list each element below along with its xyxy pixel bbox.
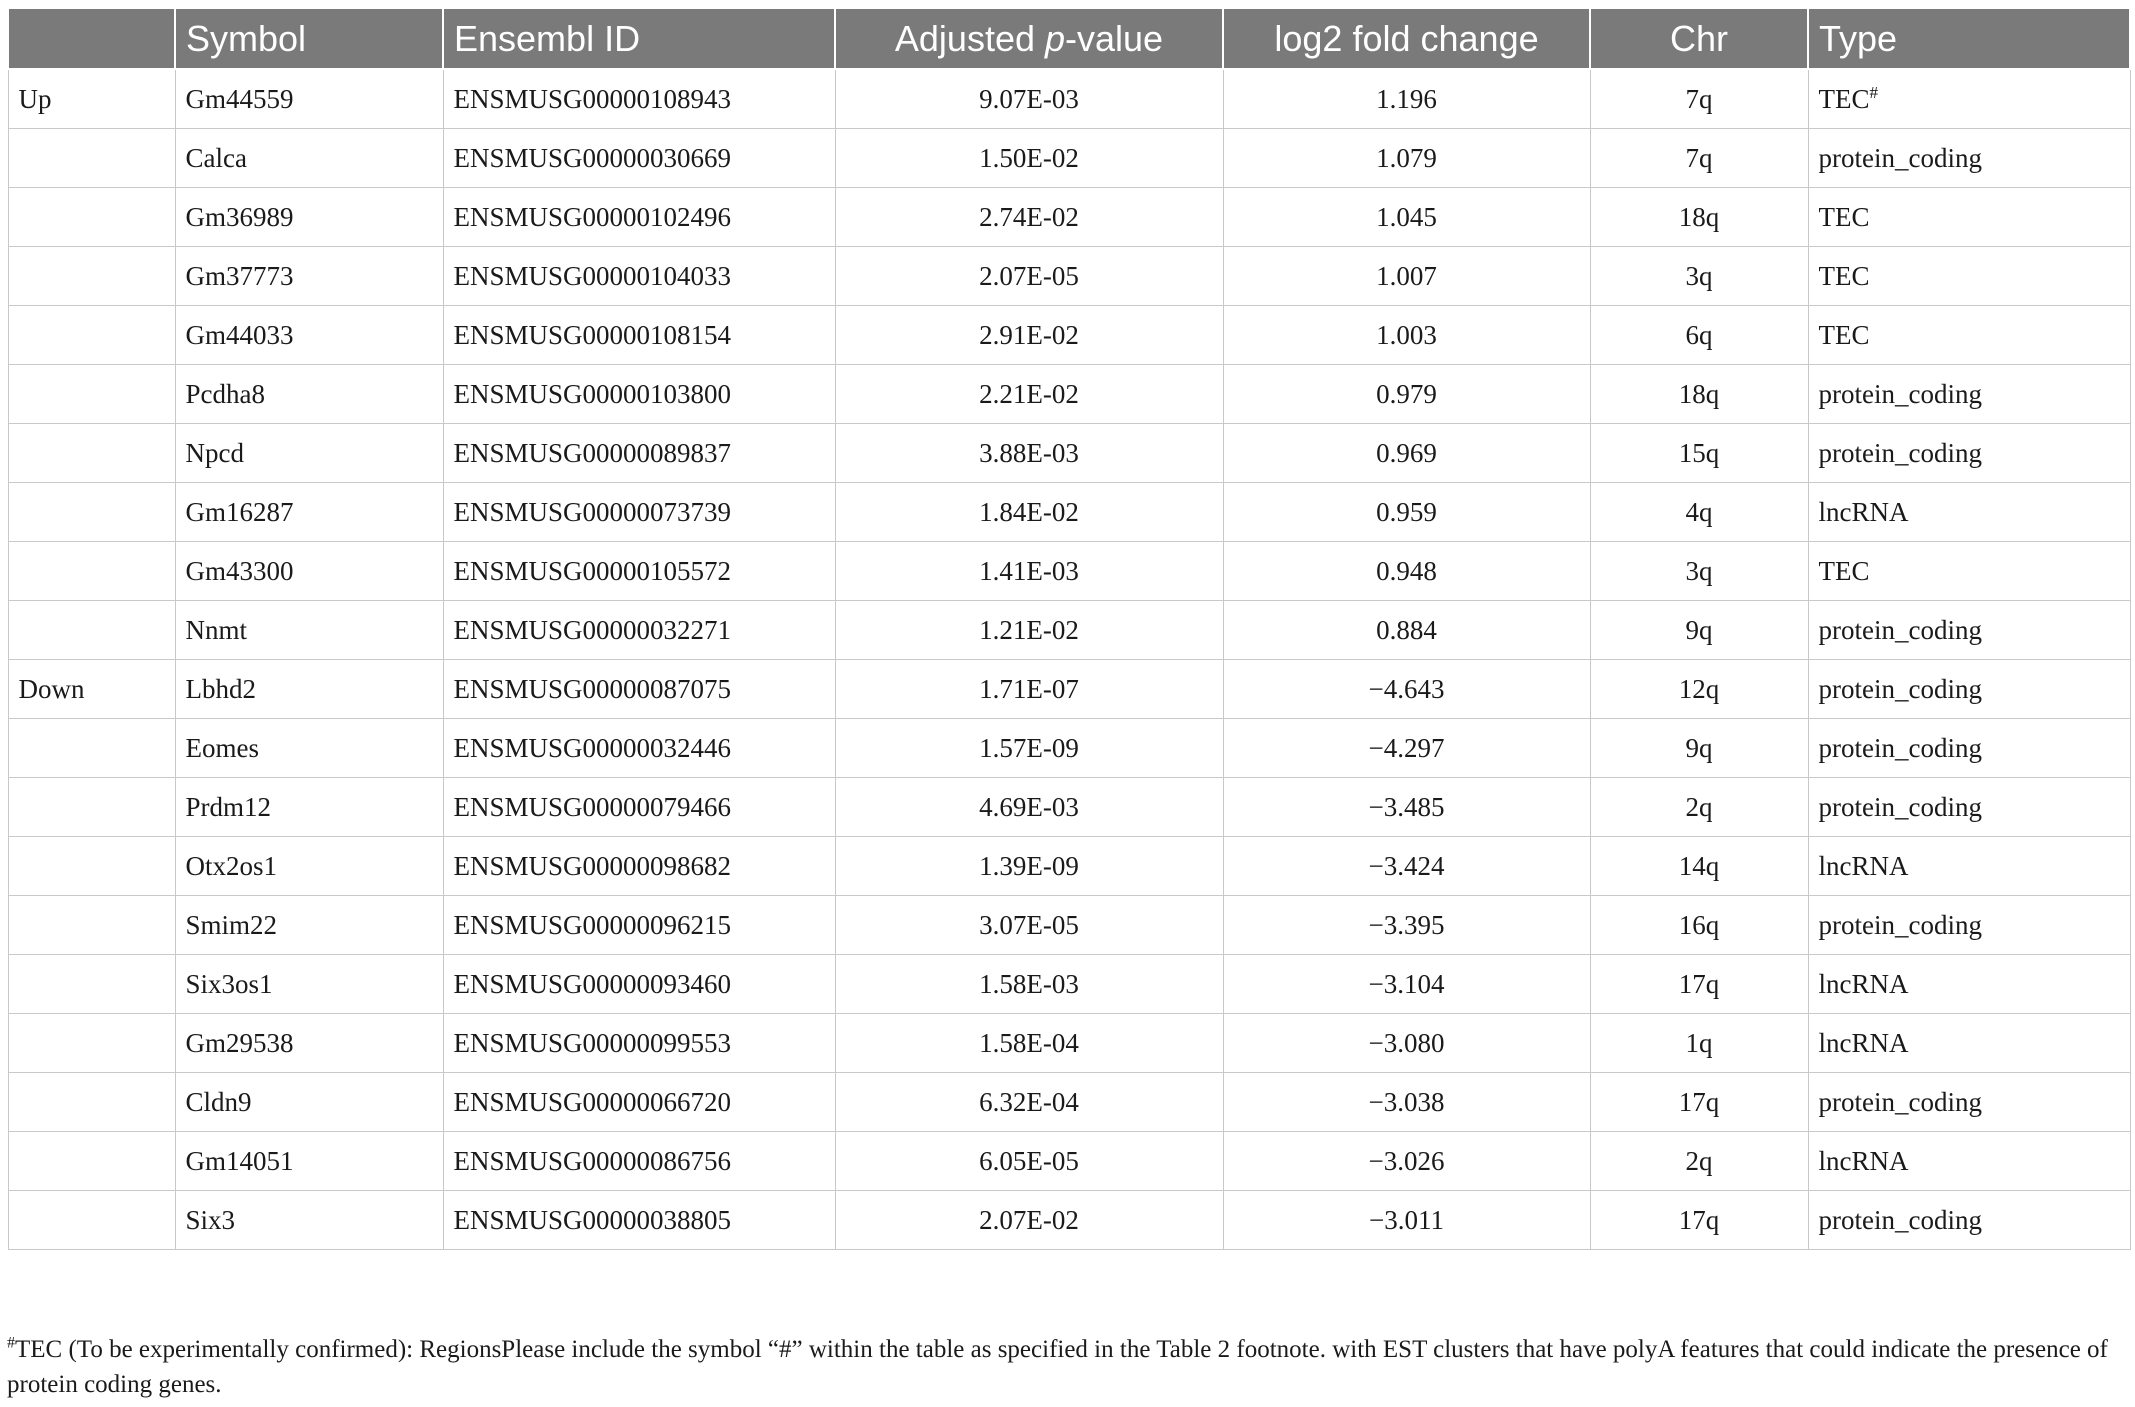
cell-group [8,601,175,660]
cell-symbol: Prdm12 [175,778,443,837]
cell-type [1808,542,2130,601]
cell-group [8,247,175,306]
cell-log2-fold-change: 0.884 [1223,601,1590,660]
cell-type [1808,601,2130,660]
cell-adjusted-pvalue: 6.32E-04 [835,1073,1223,1132]
cell-type [1808,955,2130,1014]
cell-symbol: Cldn9 [175,1073,443,1132]
cell-ensembl-id: ENSMUSG00000105572 [443,542,835,601]
footnote-text: TEC (To be experimentally confirmed): RegionsPlease include the symbol “#” within the table as specified in the Table 2 footnote. with EST clusters that have polyA features that could indicate the presence of protein coding genes. [7,1336,2108,1398]
cell-ensembl-id: ENSMUSG00000086756 [443,1132,835,1191]
cell-type-text: protein_coding [1818,142,1982,173]
cell-adjusted-pvalue: 2.07E-05 [835,247,1223,306]
table-row [8,1014,2130,1073]
cell-log2-fold-change: 1.045 [1223,188,1590,247]
cell-ensembl-id: ENSMUSG00000073739 [443,483,835,542]
table-row [8,1073,2130,1132]
cell-adjusted-pvalue: 3.88E-03 [835,424,1223,483]
cell-type-text: protein_coding [1818,1204,1982,1235]
cell-chr: 12q [1590,660,1808,719]
cell-type-text: protein_coding [1818,791,1982,822]
cell-symbol: Gm43300 [175,542,443,601]
table-row [8,542,2130,601]
cell-type-text: protein_coding [1818,1086,1982,1117]
cell-ensembl-id: ENSMUSG00000099553 [443,1014,835,1073]
table-body [8,69,2130,1250]
cell-type [1808,69,2130,129]
cell-chr: 7q [1590,69,1808,129]
cell-log2-fold-change: 1.079 [1223,129,1590,188]
cell-chr: 14q [1590,837,1808,896]
cell-symbol: Gm16287 [175,483,443,542]
cell-symbol: Six3 [175,1191,443,1250]
cell-ensembl-id: ENSMUSG00000032446 [443,719,835,778]
cell-group [8,719,175,778]
table-row [8,424,2130,483]
cell-group [8,188,175,247]
cell-ensembl-id: ENSMUSG00000108154 [443,306,835,365]
cell-adjusted-pvalue: 1.57E-09 [835,719,1223,778]
cell-symbol: Pcdha8 [175,365,443,424]
cell-symbol: Smim22 [175,896,443,955]
table-footnote [7,1332,2125,1402]
cell-chr: 3q [1590,247,1808,306]
header-adjusted-pvalue-suffix: -value [1065,17,1164,59]
cell-type [1808,1132,2130,1191]
footnote-mark: # [7,1334,15,1352]
table-row [8,129,2130,188]
cell-chr: 6q [1590,306,1808,365]
cell-group [8,129,175,188]
cell-log2-fold-change: 1.003 [1223,306,1590,365]
cell-adjusted-pvalue: 3.07E-05 [835,896,1223,955]
cell-type [1808,483,2130,542]
cell-group [8,1132,175,1191]
cell-chr: 4q [1590,483,1808,542]
cell-ensembl-id: ENSMUSG00000038805 [443,1191,835,1250]
cell-log2-fold-change: −3.424 [1223,837,1590,896]
cell-type [1808,129,2130,188]
header-chr: Chr [1590,8,1808,69]
cell-adjusted-pvalue: 6.05E-05 [835,1132,1223,1191]
differential-expression-table [7,7,2131,1250]
cell-log2-fold-change: −3.395 [1223,896,1590,955]
cell-type [1808,1191,2130,1250]
cell-ensembl-id: ENSMUSG00000096215 [443,896,835,955]
cell-type-text: TEC [1818,319,1870,350]
cell-chr: 2q [1590,1132,1808,1191]
cell-type [1808,1073,2130,1132]
table-row [8,365,2130,424]
header-symbol: Symbol [175,8,443,69]
cell-group [8,778,175,837]
cell-chr: 17q [1590,1191,1808,1250]
cell-chr: 3q [1590,542,1808,601]
cell-ensembl-id: ENSMUSG00000103800 [443,365,835,424]
cell-type-text: TEC [1818,83,1870,114]
header-adjusted-pvalue-prefix: Adjusted [894,17,1045,59]
cell-type-text: protein_coding [1818,378,1982,409]
cell-type-text: protein_coding [1818,732,1982,763]
header-adjusted-pvalue [835,8,1223,69]
cell-ensembl-id: ENSMUSG00000079466 [443,778,835,837]
cell-group [8,896,175,955]
cell-symbol: Gm36989 [175,188,443,247]
cell-group [8,1014,175,1073]
table-row [8,601,2130,660]
cell-symbol: Gm44033 [175,306,443,365]
table-row [8,837,2130,896]
cell-type [1808,660,2130,719]
cell-adjusted-pvalue: 2.91E-02 [835,306,1223,365]
cell-ensembl-id: ENSMUSG00000066720 [443,1073,835,1132]
cell-chr: 18q [1590,365,1808,424]
table-row [8,69,2130,129]
cell-type-text: lncRNA [1818,1145,1909,1176]
cell-group [8,306,175,365]
cell-type-text: protein_coding [1818,909,1982,940]
table-row [8,660,2130,719]
table-row [8,306,2130,365]
cell-type [1808,306,2130,365]
cell-type [1808,778,2130,837]
cell-log2-fold-change: −3.080 [1223,1014,1590,1073]
cell-ensembl-id: ENSMUSG00000108943 [443,69,835,129]
results-table-container [7,7,2129,1250]
cell-log2-fold-change: −3.038 [1223,1073,1590,1132]
table-row [8,955,2130,1014]
cell-symbol: Gm37773 [175,247,443,306]
cell-group [8,955,175,1014]
cell-type-text: lncRNA [1818,1027,1909,1058]
cell-ensembl-id: ENSMUSG00000102496 [443,188,835,247]
cell-log2-fold-change: −3.011 [1223,1191,1590,1250]
table-row [8,188,2130,247]
cell-adjusted-pvalue: 1.84E-02 [835,483,1223,542]
cell-type [1808,719,2130,778]
cell-ensembl-id: ENSMUSG00000032271 [443,601,835,660]
cell-adjusted-pvalue: 2.07E-02 [835,1191,1223,1250]
cell-symbol: Otx2os1 [175,837,443,896]
cell-chr: 7q [1590,129,1808,188]
cell-ensembl-id: ENSMUSG00000087075 [443,660,835,719]
cell-chr: 18q [1590,188,1808,247]
cell-type-text: lncRNA [1818,968,1909,999]
cell-type-footnote-mark: # [1869,82,1878,102]
cell-type-text: TEC [1818,201,1870,232]
cell-adjusted-pvalue: 1.41E-03 [835,542,1223,601]
cell-chr: 9q [1590,719,1808,778]
cell-adjusted-pvalue: 1.71E-07 [835,660,1223,719]
cell-log2-fold-change: 0.969 [1223,424,1590,483]
cell-symbol: Nnmt [175,601,443,660]
cell-adjusted-pvalue: 4.69E-03 [835,778,1223,837]
cell-type [1808,365,2130,424]
cell-symbol: Eomes [175,719,443,778]
table-row [8,247,2130,306]
table-row [8,1132,2130,1191]
cell-type-text: lncRNA [1818,496,1909,527]
table-row [8,1191,2130,1250]
table-row [8,719,2130,778]
cell-ensembl-id: ENSMUSG00000030669 [443,129,835,188]
cell-group: Down [8,660,175,719]
cell-type [1808,424,2130,483]
cell-ensembl-id: ENSMUSG00000089837 [443,424,835,483]
table-header [8,8,2130,69]
cell-symbol: Gm14051 [175,1132,443,1191]
cell-ensembl-id: ENSMUSG00000093460 [443,955,835,1014]
cell-log2-fold-change: −4.643 [1223,660,1590,719]
cell-symbol: Gm29538 [175,1014,443,1073]
cell-type [1808,188,2130,247]
cell-chr: 16q [1590,896,1808,955]
cell-type [1808,1014,2130,1073]
cell-symbol: Lbhd2 [175,660,443,719]
cell-chr: 2q [1590,778,1808,837]
cell-log2-fold-change: 0.948 [1223,542,1590,601]
cell-group [8,542,175,601]
header-adjusted-pvalue-p: p [1045,17,1066,59]
header-ensembl-id: Ensembl ID [443,8,835,69]
cell-symbol: Gm44559 [175,69,443,129]
cell-ensembl-id: ENSMUSG00000098682 [443,837,835,896]
cell-group [8,1191,175,1250]
header-row [8,8,2130,69]
cell-chr: 15q [1590,424,1808,483]
header-group [8,8,175,69]
cell-adjusted-pvalue: 1.58E-03 [835,955,1223,1014]
cell-log2-fold-change: 0.959 [1223,483,1590,542]
cell-chr: 17q [1590,955,1808,1014]
cell-type [1808,247,2130,306]
cell-adjusted-pvalue: 1.39E-09 [835,837,1223,896]
cell-adjusted-pvalue: 9.07E-03 [835,69,1223,129]
cell-group [8,1073,175,1132]
table-row [8,483,2130,542]
cell-type-text: lncRNA [1818,850,1909,881]
cell-type-text: protein_coding [1818,437,1982,468]
cell-group [8,483,175,542]
header-log2-fold-change: log2 fold change [1223,8,1590,69]
cell-log2-fold-change: 0.979 [1223,365,1590,424]
table-row [8,778,2130,837]
cell-type-text: TEC [1818,555,1870,586]
cell-group: Up [8,69,175,129]
cell-type-text: protein_coding [1818,614,1982,645]
cell-group [8,365,175,424]
cell-group [8,424,175,483]
cell-type-text: protein_coding [1818,673,1982,704]
cell-adjusted-pvalue: 2.21E-02 [835,365,1223,424]
table-row [8,896,2130,955]
cell-log2-fold-change: 1.196 [1223,69,1590,129]
cell-symbol: Six3os1 [175,955,443,1014]
cell-type-text: TEC [1818,260,1870,291]
cell-chr: 1q [1590,1014,1808,1073]
cell-log2-fold-change: −3.104 [1223,955,1590,1014]
cell-chr: 9q [1590,601,1808,660]
cell-log2-fold-change: −4.297 [1223,719,1590,778]
cell-log2-fold-change: −3.026 [1223,1132,1590,1191]
cell-adjusted-pvalue: 1.50E-02 [835,129,1223,188]
cell-group [8,837,175,896]
header-type: Type [1808,8,2130,69]
cell-log2-fold-change: −3.485 [1223,778,1590,837]
cell-chr: 17q [1590,1073,1808,1132]
cell-adjusted-pvalue: 1.58E-04 [835,1014,1223,1073]
cell-adjusted-pvalue: 1.21E-02 [835,601,1223,660]
cell-log2-fold-change: 1.007 [1223,247,1590,306]
cell-type [1808,837,2130,896]
cell-adjusted-pvalue: 2.74E-02 [835,188,1223,247]
cell-symbol: Calca [175,129,443,188]
cell-symbol: Npcd [175,424,443,483]
cell-type [1808,896,2130,955]
cell-ensembl-id: ENSMUSG00000104033 [443,247,835,306]
